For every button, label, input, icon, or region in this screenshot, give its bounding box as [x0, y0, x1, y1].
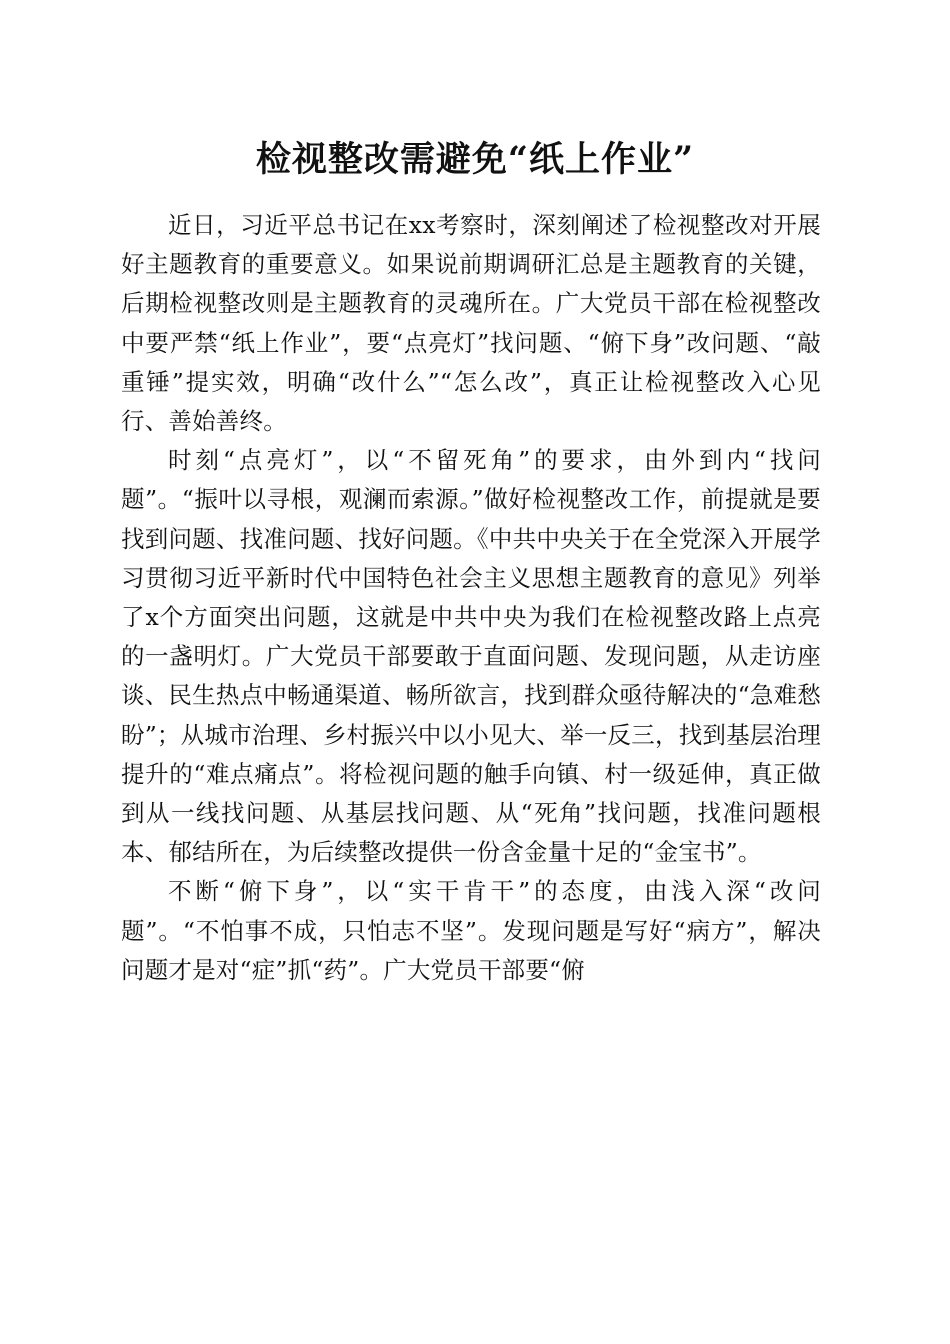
document-title: 检视整改需避免“纸上作业”	[255, 139, 695, 180]
paragraph-1: 近日，习近平总书记在xx考察时，深刻阐述了检视整改对开展好主题教育的重要意义。如果说前期调研汇总是主题教育的关键，后期检视整改则是主题教育的灵魂所在。广大党员干部在检视整改中要严禁“纸上作业”，要“点亮灯”找问题、“俯下身”改问题、“敲重锤”提实效，明确“改什么”“怎么改”，真正让检视整改入心见行、善始善终。	[121, 211, 821, 436]
paragraph-2: 时刻“点亮灯”，以“不留死角”的要求，由外到内“找问题”。“振叶以寻根，观澜而索源。”做好检视整改工作，前提就是要找到问题、找准问题、找好问题。《中共中央关于在全党深入开展学习贯彻习近平新时代中国特色社会主义思想主题教育的意见》列举了x个方面突出问题，这就是中共中央为我们在检视整改路上点亮的一盏明灯。广大党员干部要敢于直面问题、发现问题，从走访座谈、民生热点中畅通渠道、畅所欲言，找到群众亟待解决的“急难愁盼”；从城市治理、乡村振兴中以小见大、举一反三，找到基层治理提升的“难点痛点”。将检视问题的触手向镇、村一级延伸，真正做到从一线找问题、从基层找问题、从“死角”找问题，找准问题根本、郁结所在，为后续整改提供一份含金量十足的“金宝书”。	[121, 446, 821, 867]
document-body	[121, 206, 821, 990]
paragraph-3: 不断“俯下身”，以“实干肯干”的态度，由浅入深“改问题”。“不怕事不成，只怕志不坚”。发现问题是写好“病方”，解决问题才是对“症”抓“药”。广大党员干部要“俯	[121, 877, 821, 984]
